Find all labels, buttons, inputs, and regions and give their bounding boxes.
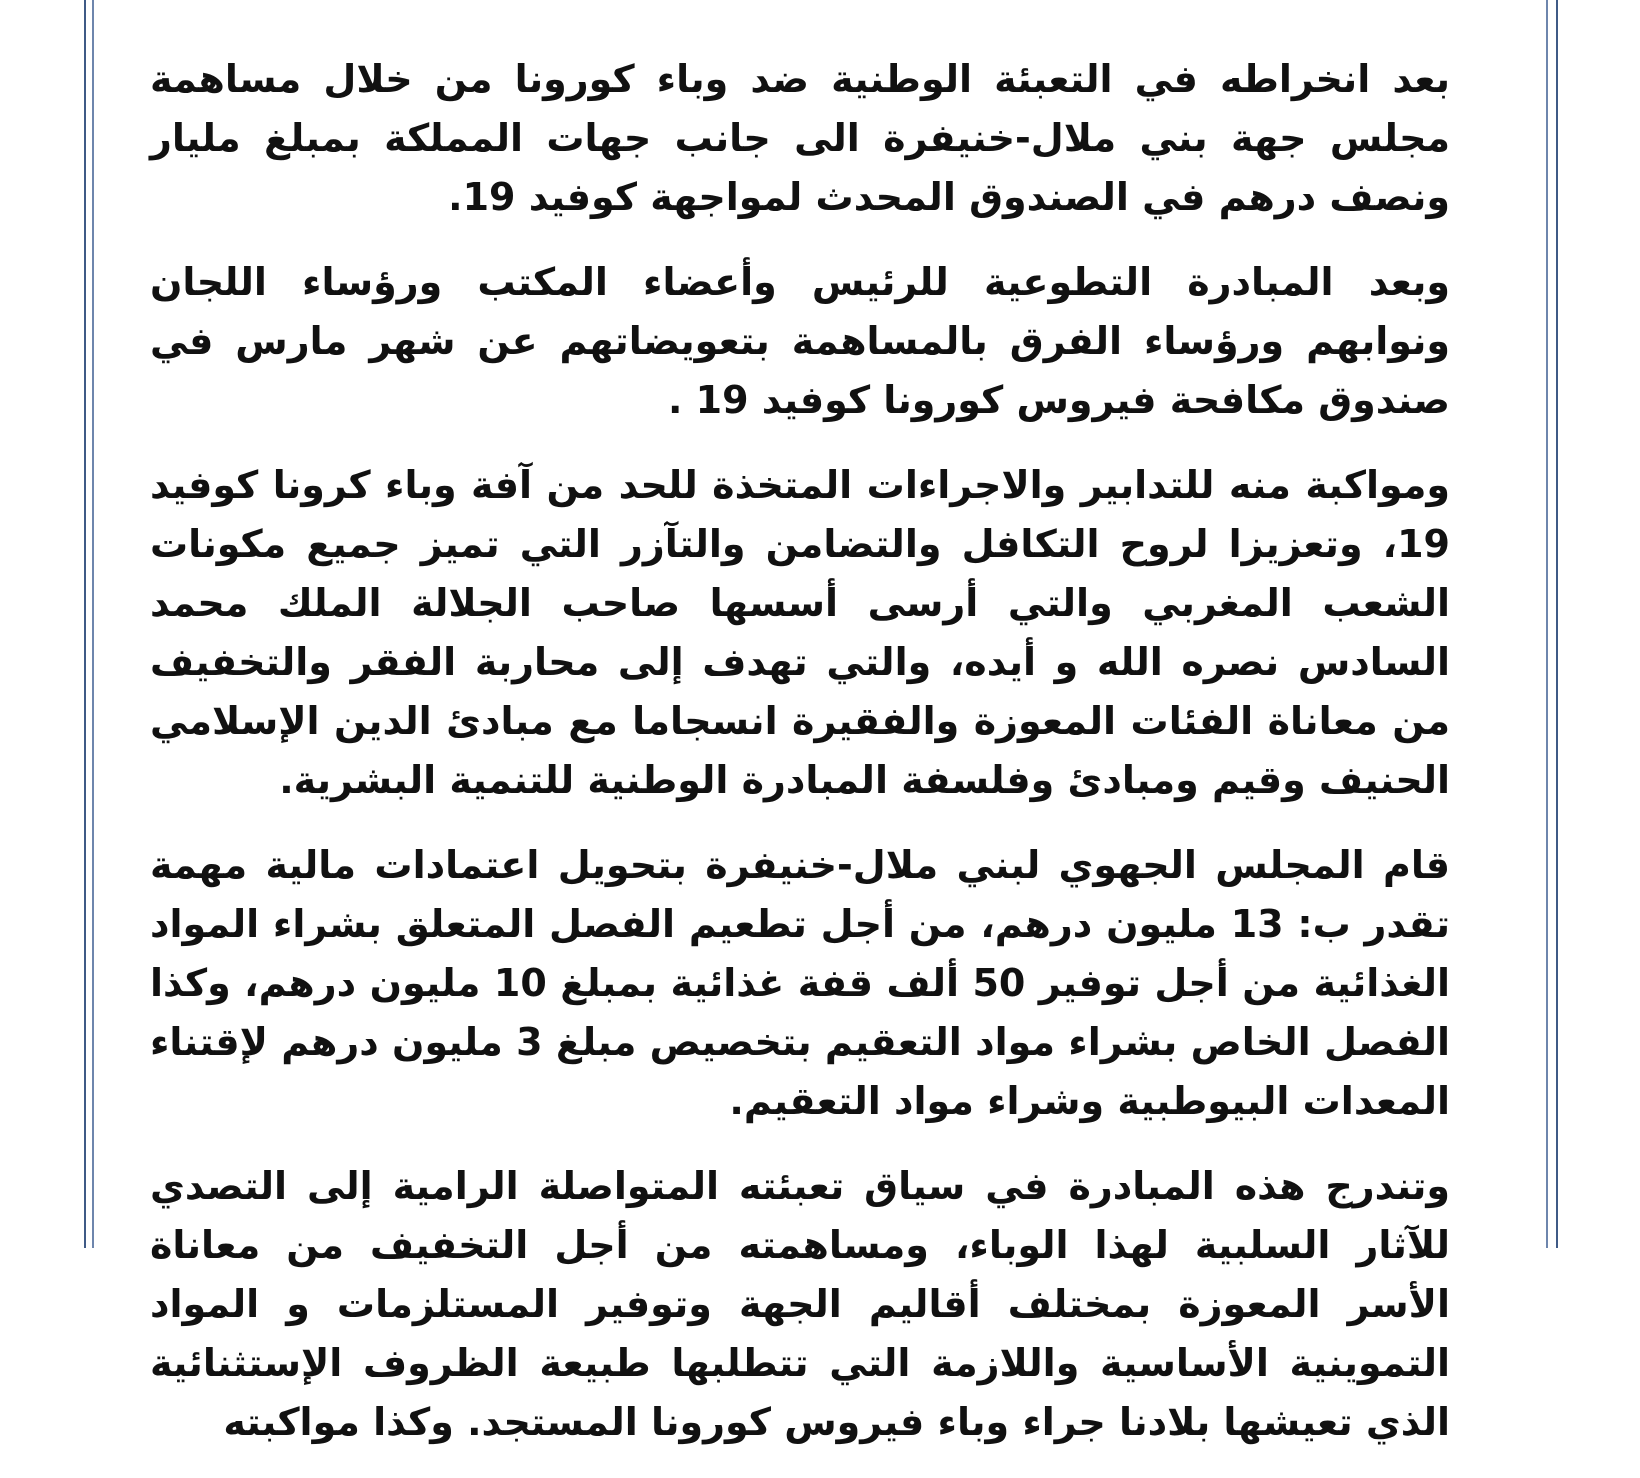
- paragraph-initiative-context: وتندرج هذه المبادرة في سياق تعبئته المتواصلة الرامية إلى التصدي للآثار السلبية لهذا الوباء، ومساهمته من أجل التخفيف من معاناة الأسر المعوزة بمختلف أقاليم الجهة وتوفير المستلزمات و المواد التموينية الأساسية واللازمة التي تتطلبها طبيعة الظروف الإستثنائية الذي تعيشها بلادنا جراء وباء فيروس كورونا المستجد. وكذا مواكبته: [150, 1164, 1450, 1444]
- page-border-right-outer: [1556, 0, 1558, 1248]
- paragraph-contribution: بعد انخراطه في التعبئة الوطنية ضد وباء كورونا من خلال مساهمة مجلس جهة بني ملال-خنيفرة الى جانب جهات المملكة بمبلغ مليار ونصف درهم في الصندوق المحدث لمواجهة كوفيد 19.: [150, 57, 1450, 219]
- page-border-left-outer: [84, 0, 86, 1248]
- paragraph-solidarity-measures: ومواكبة منه للتدابير والاجراءات المتخذة للحد من آفة وباء كرونا كوفيد 19، وتعزيزا لروح التكافل والتضامن والتآزر التي تميز جميع مكونات الشعب المغربي والتي أرسى أسسها صاحب الجلالة الملك محمد السادس نصره الله و أيده، والتي تهدف إلى محاربة الفقر والتخفيف من معاناة الفئات المعوزة والفقيرة انسجاما مع مبادئ الدين الإسلامي الحنيف وقيم ومبادئ وفلسفة المبادرة الوطنية للتنمية البشرية.: [150, 463, 1450, 802]
- document-body: [150, 50, 1450, 1478]
- paragraph-voluntary-initiative: وبعد المبادرة التطوعية للرئيس وأعضاء المكتب ورؤساء اللجان ونوابهم ورؤساء الفرق بالمساهمة بتعويضاتهم عن شهر مارس في صندوق مكافحة فيروس كورونا كوفيد 19 .: [150, 260, 1450, 422]
- page-border-left-inner: [92, 0, 94, 1248]
- paragraph-budget-transfer: قام المجلس الجهوي لبني ملال-خنيفرة بتحويل اعتمادات مالية مهمة تقدر ب: 13 مليون درهم، من أجل تطعيم الفصل المتعلق بشراء المواد الغذائية من أجل توفير 50 ألف قفة غذائية بمبلغ 10 مليون درهم، وكذا الفصل الخاص بشراء مواد التعقيم بتخصيص مبلغ 3 مليون درهم لإقتناء المعدات البيوطبية وشراء مواد التعقيم.: [150, 843, 1450, 1123]
- page-border-right-inner: [1546, 0, 1548, 1248]
